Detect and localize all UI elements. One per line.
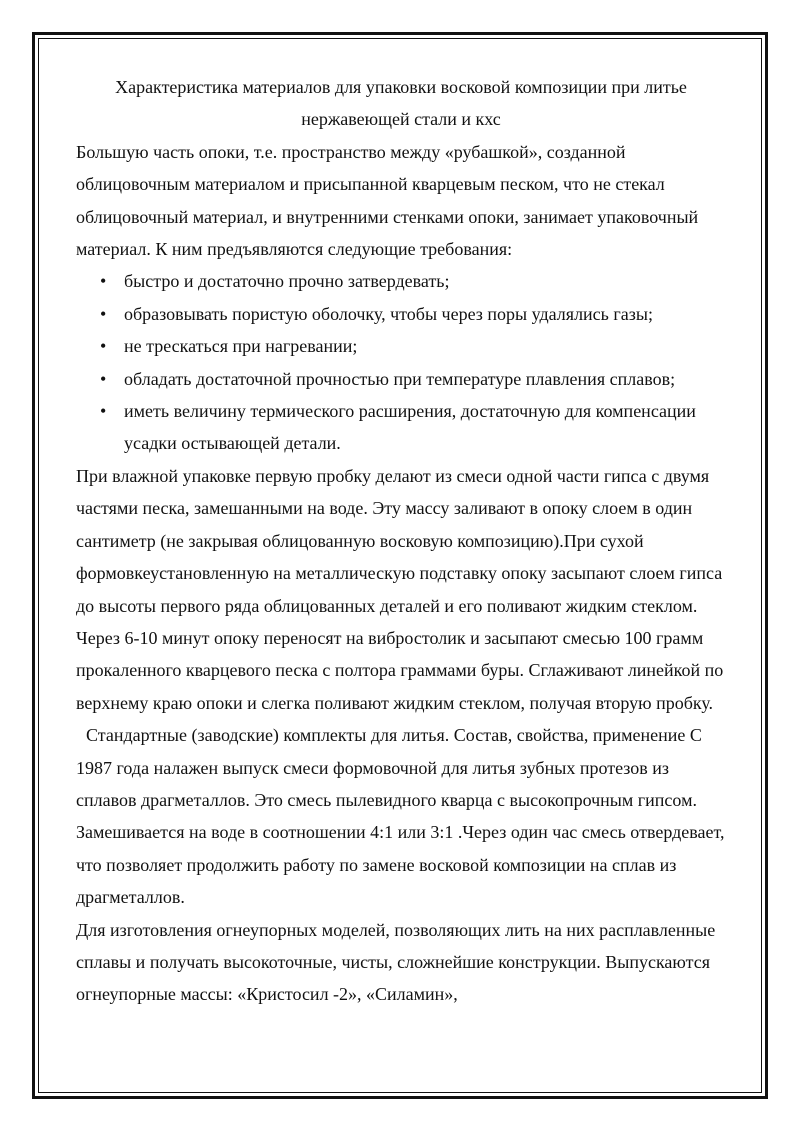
requirements-list <box>76 265 726 459</box>
list-item: • образовывать пористую оболочку, чтобы через поры удалялись газы; <box>124 298 726 330</box>
intro-paragraph: Большую часть опоки, т.е. пространство между «рубашкой», созданной облицовочным материалом и присыпанной кварцевым песком, что не стекал облицовочный материал, и внутренними стенками опоки, занимает упаковочный материал. К ним предъявляются следующие требования: <box>76 141 699 260</box>
wet-packing-paragraph: При влажной упаковке первую пробку делают из смеси одной части гипса с двумя частями песка, замешанными на воде. Эту массу заливают в опоку слоем в один сантиметр (не закрывая облицованную восковую композицию).При сухой формовкеустановленную на металлическую подставку опоку засыпают слоем гипса до высоты первого ряда облицованных деталей и его поливают жидким стеклом. Через 6-10 минут опоку переносят на вибростолик и засыпают смесью 100 грамм прокаленного кварцевого песка с полтора граммами буры. Сглаживают линейкой по верхнему краю опоки и слегка поливают жидким стеклом, получая вторую пробку. <box>76 465 724 713</box>
document-body <box>76 71 726 1011</box>
list-item: • не трескаться при нагревании; <box>124 330 726 362</box>
list-item: • иметь величину термического расширения, достаточную для компенсации усадки остывающей детали. <box>124 395 726 460</box>
standard-kits-paragraph: Стандартные (заводские) комплекты для литья. Состав, свойства, применение С 1987 года налажен выпуск смеси формовочной для литья зубных протезов из сплавов драгметаллов. Это смесь пылевидного кварца с высокопрочным гипсом. Замешивается на воде в соотношении 4:1 или 3:1 .Через один час смесь отвердевает, что позволяет продолжить работу по замене восковой композиции на сплав из драгметаллов. <box>76 725 725 908</box>
document-title: Характеристика материалов для упаковки восковой композиции при литье нержавеющей стали и кхс <box>115 77 687 130</box>
refractory-paragraph: Для изготовления огнеупорных моделей, позволяющих лить на них расплавленные сплавы и получать высокоточные, чисты, сложнейшие конструкции. Выпускаются огнеупорные массы: «Кристосил -2», «Силамин», <box>76 919 716 1005</box>
list-item: • быстро и достаточно прочно затвердевать; <box>124 265 726 297</box>
list-item: • обладать достаточной прочностью при температуре плавления сплавов; <box>124 363 726 395</box>
